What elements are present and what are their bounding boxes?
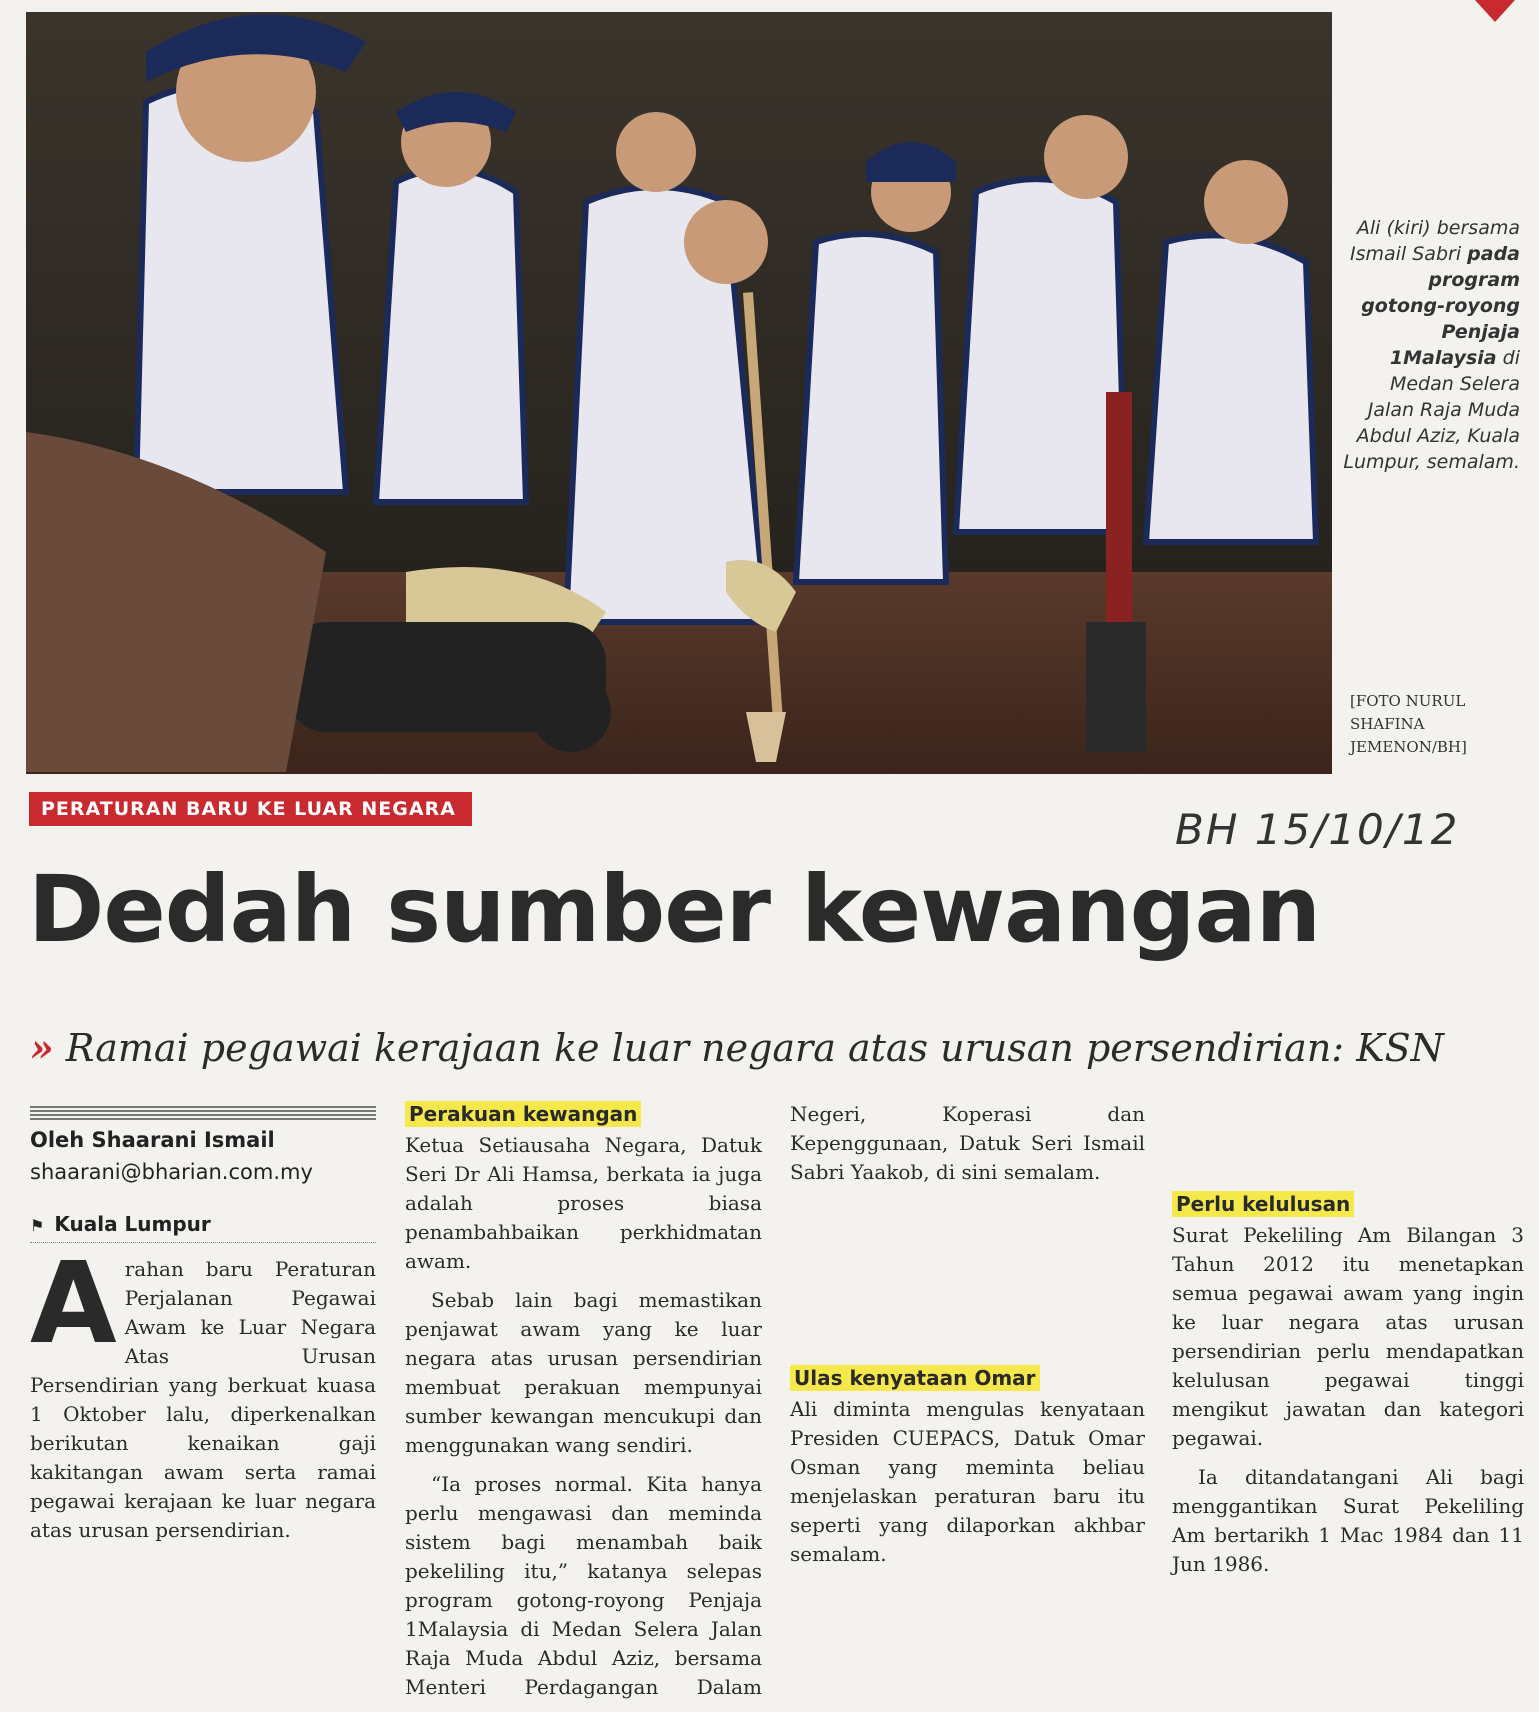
section-kicker: PERATURAN BARU KE LUAR NEGARA (29, 792, 472, 826)
flag-icon: ⚑ (30, 1216, 45, 1235)
article-column-3 (790, 1100, 1145, 1579)
photo-illustration (26, 12, 1332, 774)
article-column-1 (30, 1239, 376, 1555)
paragraph-3-continued (790, 1100, 1145, 1332)
handwritten-date-note: BH 15/10/12 (1175, 805, 1460, 854)
subheading-perlu: Perlu kelulusan (1172, 1191, 1354, 1217)
lead-text: rahan baru Peraturan Perjalanan Pegawai Awam ke Luar Negara Atas Urusan Persendirian yang berkuat kuasa 1 Oktober lalu, diperkenalkan berikutan kenaikan gaji kakitangan awam serta ramai pegawai kerajaan ke luar negara atas urusan persendirian. (30, 1257, 376, 1542)
caption-part-3: di Medan Selera Jalan Raja Muda Abdul Aziz, Kuala Lumpur, semalam. (1343, 347, 1520, 473)
article-column-4 (1172, 1100, 1524, 1589)
paragraph-5: Surat Pekeliling Am Bilangan 3 Tahun 2012 itu menetapkan semua pegawai awam yang ingin ke luar negara atas urusan persendirian perlu mendapatkan kelulusan pegawai tinggi mengikut jawatan dan kategori pegawai. (1172, 1223, 1524, 1450)
paragraph-2: Sebab lain bagi memastikan penjawat awam yang ke luar negara atas urusan persendirian membuat perakuan mempunyai sumber kewangan mencukupi dan menggunakan wang sendiri. (405, 1288, 762, 1457)
subheading-ulas: Ulas kenyataan Omar (790, 1365, 1040, 1391)
paragraph-3: “Ia proses normal. Kita hanya perlu mengawasi dan meminda sistem bagi menambah baik pekeliling itu,” katanya selepas program gotong-royong Penjaja 1Malaysia di Medan Selera Jalan Raja Muda Abdul Aziz, bersama Menteri Perdagangan Dalam (405, 1472, 762, 1699)
spacer (790, 1342, 1145, 1364)
spacer (1172, 1168, 1524, 1190)
headline: Dedah sumber kewangan (28, 856, 1321, 963)
news-photo (26, 12, 1332, 774)
byline: Oleh Shaarani Ismail (30, 1128, 275, 1152)
subheadline (30, 1025, 1444, 1070)
dateline-text: Kuala Lumpur (54, 1212, 211, 1236)
paragraph-4-continued (1172, 1100, 1524, 1158)
byline-rule (30, 1106, 376, 1120)
paragraph-6: Ia ditandatangani Ali bagi menggantikan Surat Pekeliling Am bertarikh 1 Mac 1984 dan 11 Jun 1986. (1172, 1465, 1524, 1576)
drop-cap: A (30, 1239, 117, 1369)
author-email: shaarani@bharian.com.my (30, 1160, 313, 1184)
corner-logo-icon (1475, 0, 1515, 24)
lead-paragraph (30, 1239, 376, 1545)
paragraph-3-continued-text: Negeri, Koperasi dan Kepenggunaan, Datuk Seri Ismail Sabri Yaakob, di sini semalam. (790, 1102, 1145, 1184)
photo-credit: [FOTO NURUL SHAFINA JEMENON/BH] (1350, 692, 1467, 756)
caption-part-1: Ali (kiri) bersama Ismail Sabri (1350, 217, 1520, 265)
caption-part-2: pada program gotong-royong Penjaja 1Malaysia (1361, 243, 1520, 369)
subhead-marker: » (30, 1025, 54, 1070)
paragraph-4: Ali diminta mengulas kenyataan Presiden CUEPACS, Datuk Omar Osman yang meminta beliau menjelaskan peraturan baru itu seperti yang dilaporkan akhbar semalam. (790, 1397, 1145, 1566)
article-column-2 (405, 1100, 762, 1712)
subheading-perakuan: Perakuan kewangan (405, 1101, 641, 1127)
paragraph-1: Ketua Setiausaha Negara, Datuk Seri Dr Ali Hamsa, berkata ia juga adalah proses biasa penambahbaikan perkhidmatan awam. (405, 1133, 762, 1273)
subhead-text: Ramai pegawai kerajaan ke luar negara atas urusan persendirian: KSN (65, 1026, 1444, 1070)
photo-caption (1340, 215, 1520, 475)
